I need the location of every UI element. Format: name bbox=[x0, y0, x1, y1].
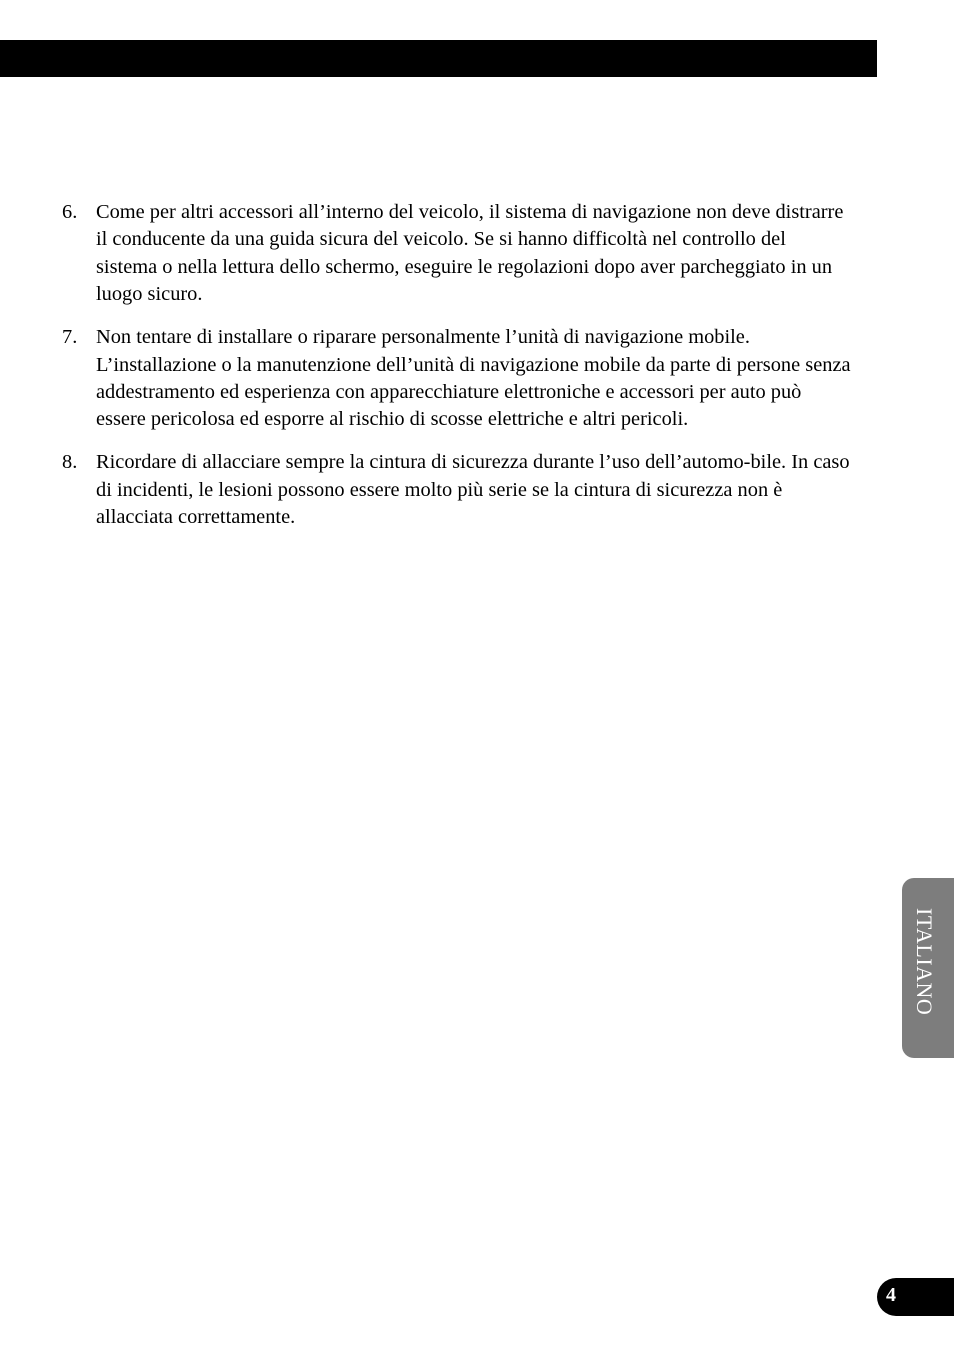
list-item bbox=[62, 449, 852, 531]
page-number: 4 bbox=[886, 1284, 896, 1306]
item-number: 6. bbox=[62, 201, 78, 223]
item-number: 8. bbox=[62, 451, 78, 474]
language-label: ITALIANO bbox=[912, 908, 937, 1016]
item-text: Ricordare di allacciare sempre la cintura di sicurezza durante l’uso dell’automo-bile. In caso di incidenti, le lesioni possono essere molto più serie se la cintura di sicurezza non è allacciata correttamente. bbox=[96, 451, 850, 529]
item-number: 7. bbox=[62, 326, 78, 349]
language-tab bbox=[902, 878, 954, 1058]
page-number-tab bbox=[877, 1278, 954, 1316]
numbered-list bbox=[62, 199, 852, 547]
list-item bbox=[62, 199, 852, 309]
header-bar bbox=[0, 40, 877, 77]
item-text: Non tentare di installare o riparare personalmente l’unità di navigazione mobile. L’installazione o la manutenzione dell’unità di navigazione mobile da parte di persone senza addestramento ed esperienza con apparecchiature elettroniche e accessori per auto può essere pericolosa ed esporre al rischio di scosse elettriche e altri pericoli. bbox=[96, 326, 851, 431]
item-text: Come per altri accessori all’interno del veicolo, il sistema di navigazione non deve distrarre il conducente da una guida sicura del veicolo. Se si hanno difficoltà nel controllo del sistema o nella lettura dello schermo, eseguire le regolazioni dopo aver parcheggiato in un luogo sicuro. bbox=[96, 201, 844, 306]
list-item bbox=[62, 324, 852, 434]
